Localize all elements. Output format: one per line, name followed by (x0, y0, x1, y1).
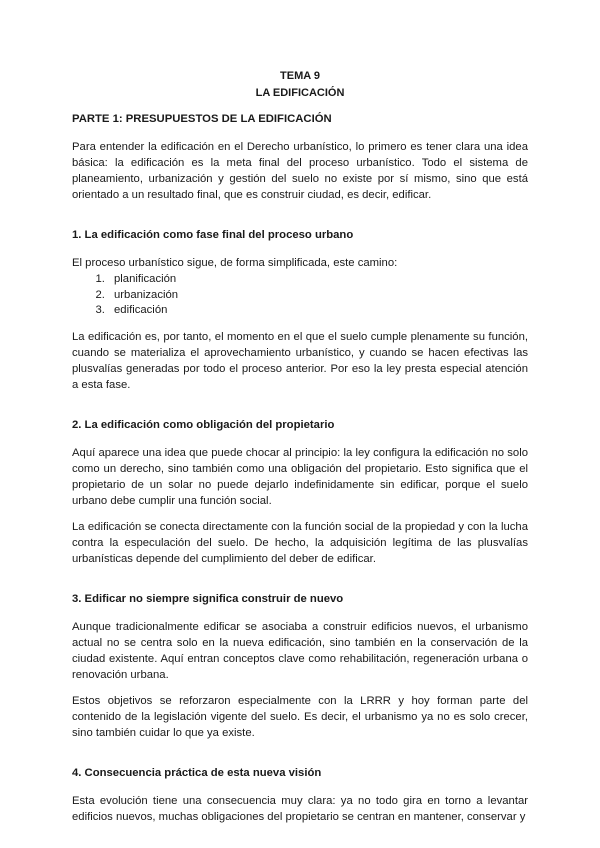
section-3-paragraph: Estos objetivos se reforzaron especialmente con la LRRR y hoy forman parte del contenido de la legislación vigente del suelo. Es decir, el urbanismo ya no es solo crecer, sino también cuidar lo que ya existe. (72, 694, 528, 739)
section-2-paragraph: Aquí aparece una idea que puede chocar al principio: la ley configura la edificación no solo como un derecho, sino también como una obligación del propietario. Esto significa que el propietario de un solar no puede dejarlo indefinidamente sin edificar, porque el suelo urbano debe cumplir una función social. (72, 446, 528, 507)
intro-paragraph: Para entender la edificación en el Derecho urbanístico, lo primero es tener clara una idea básica: la edificación es la meta final del proceso urbanístico. Todo el sistema de planeamiento, urbanización y gestión del suelo no existe por sí mismo, sino que está orientado a un resultado final, que es construir ciudad, es decir, edificar. (72, 141, 528, 201)
list-item: 2. urbanización (108, 288, 528, 304)
list-item: 1. planificación (108, 272, 528, 288)
section-1-lead: El proceso urbanístico sigue, de forma simplificada, este camino: (72, 257, 398, 269)
title-block (72, 68, 528, 102)
process-steps-list (72, 272, 528, 319)
section-4-paragraph: Esta evolución tiene una consecuencia muy clara: ya no todo gira en torno a levantar edificios nuevos, muchas obligaciones del propietario se centran en mantener, conservar y (72, 794, 528, 823)
tema-number: TEMA 9 (280, 70, 320, 82)
section-2-heading: 2. La edificación como obligación del propietario (72, 418, 335, 431)
section-1-heading: 1. La edificación como fase final del proceso urbano (72, 229, 354, 241)
section-2-paragraph: La edificación se conecta directamente con la función social de la propiedad y con la lucha contra la especulación del suelo. De hecho, la adquisición legítima de las plusvalías urbanísticas depende del cumplimiento del deber de edificar. (72, 520, 528, 565)
part-heading: PARTE 1: PRESUPUESTOS DE LA EDIFICACIÓN (72, 113, 332, 125)
section-3-heading: 3. Edificar no siempre significa construir de nuevo (72, 592, 344, 605)
list-item: 3. edificación (108, 303, 528, 319)
section-3-paragraph: Aunque tradicionalmente edificar se asociaba a construir edificios nuevos, el urbanismo actual no se centra solo en la nueva edificación, sino también en la conservación de la ciudad existente. Aquí entran conceptos clave como rehabilitación, regeneración urbana o renovación urbana. (72, 620, 528, 681)
document-title: LA EDIFICACIÓN (255, 87, 345, 99)
section-1-paragraph: La edificación es, por tanto, el momento en el que el suelo cumple plenamente su función, cuando se materializa el aprovechamiento urbanístico, y cuando se hacen efectivas las plusvalías generadas por todo el proceso anterior. Por eso la ley presta especial atención a esta fase. (72, 330, 528, 391)
document-page (72, 68, 528, 835)
section-4-heading: 4. Consecuencia práctica de esta nueva visión (72, 766, 322, 779)
